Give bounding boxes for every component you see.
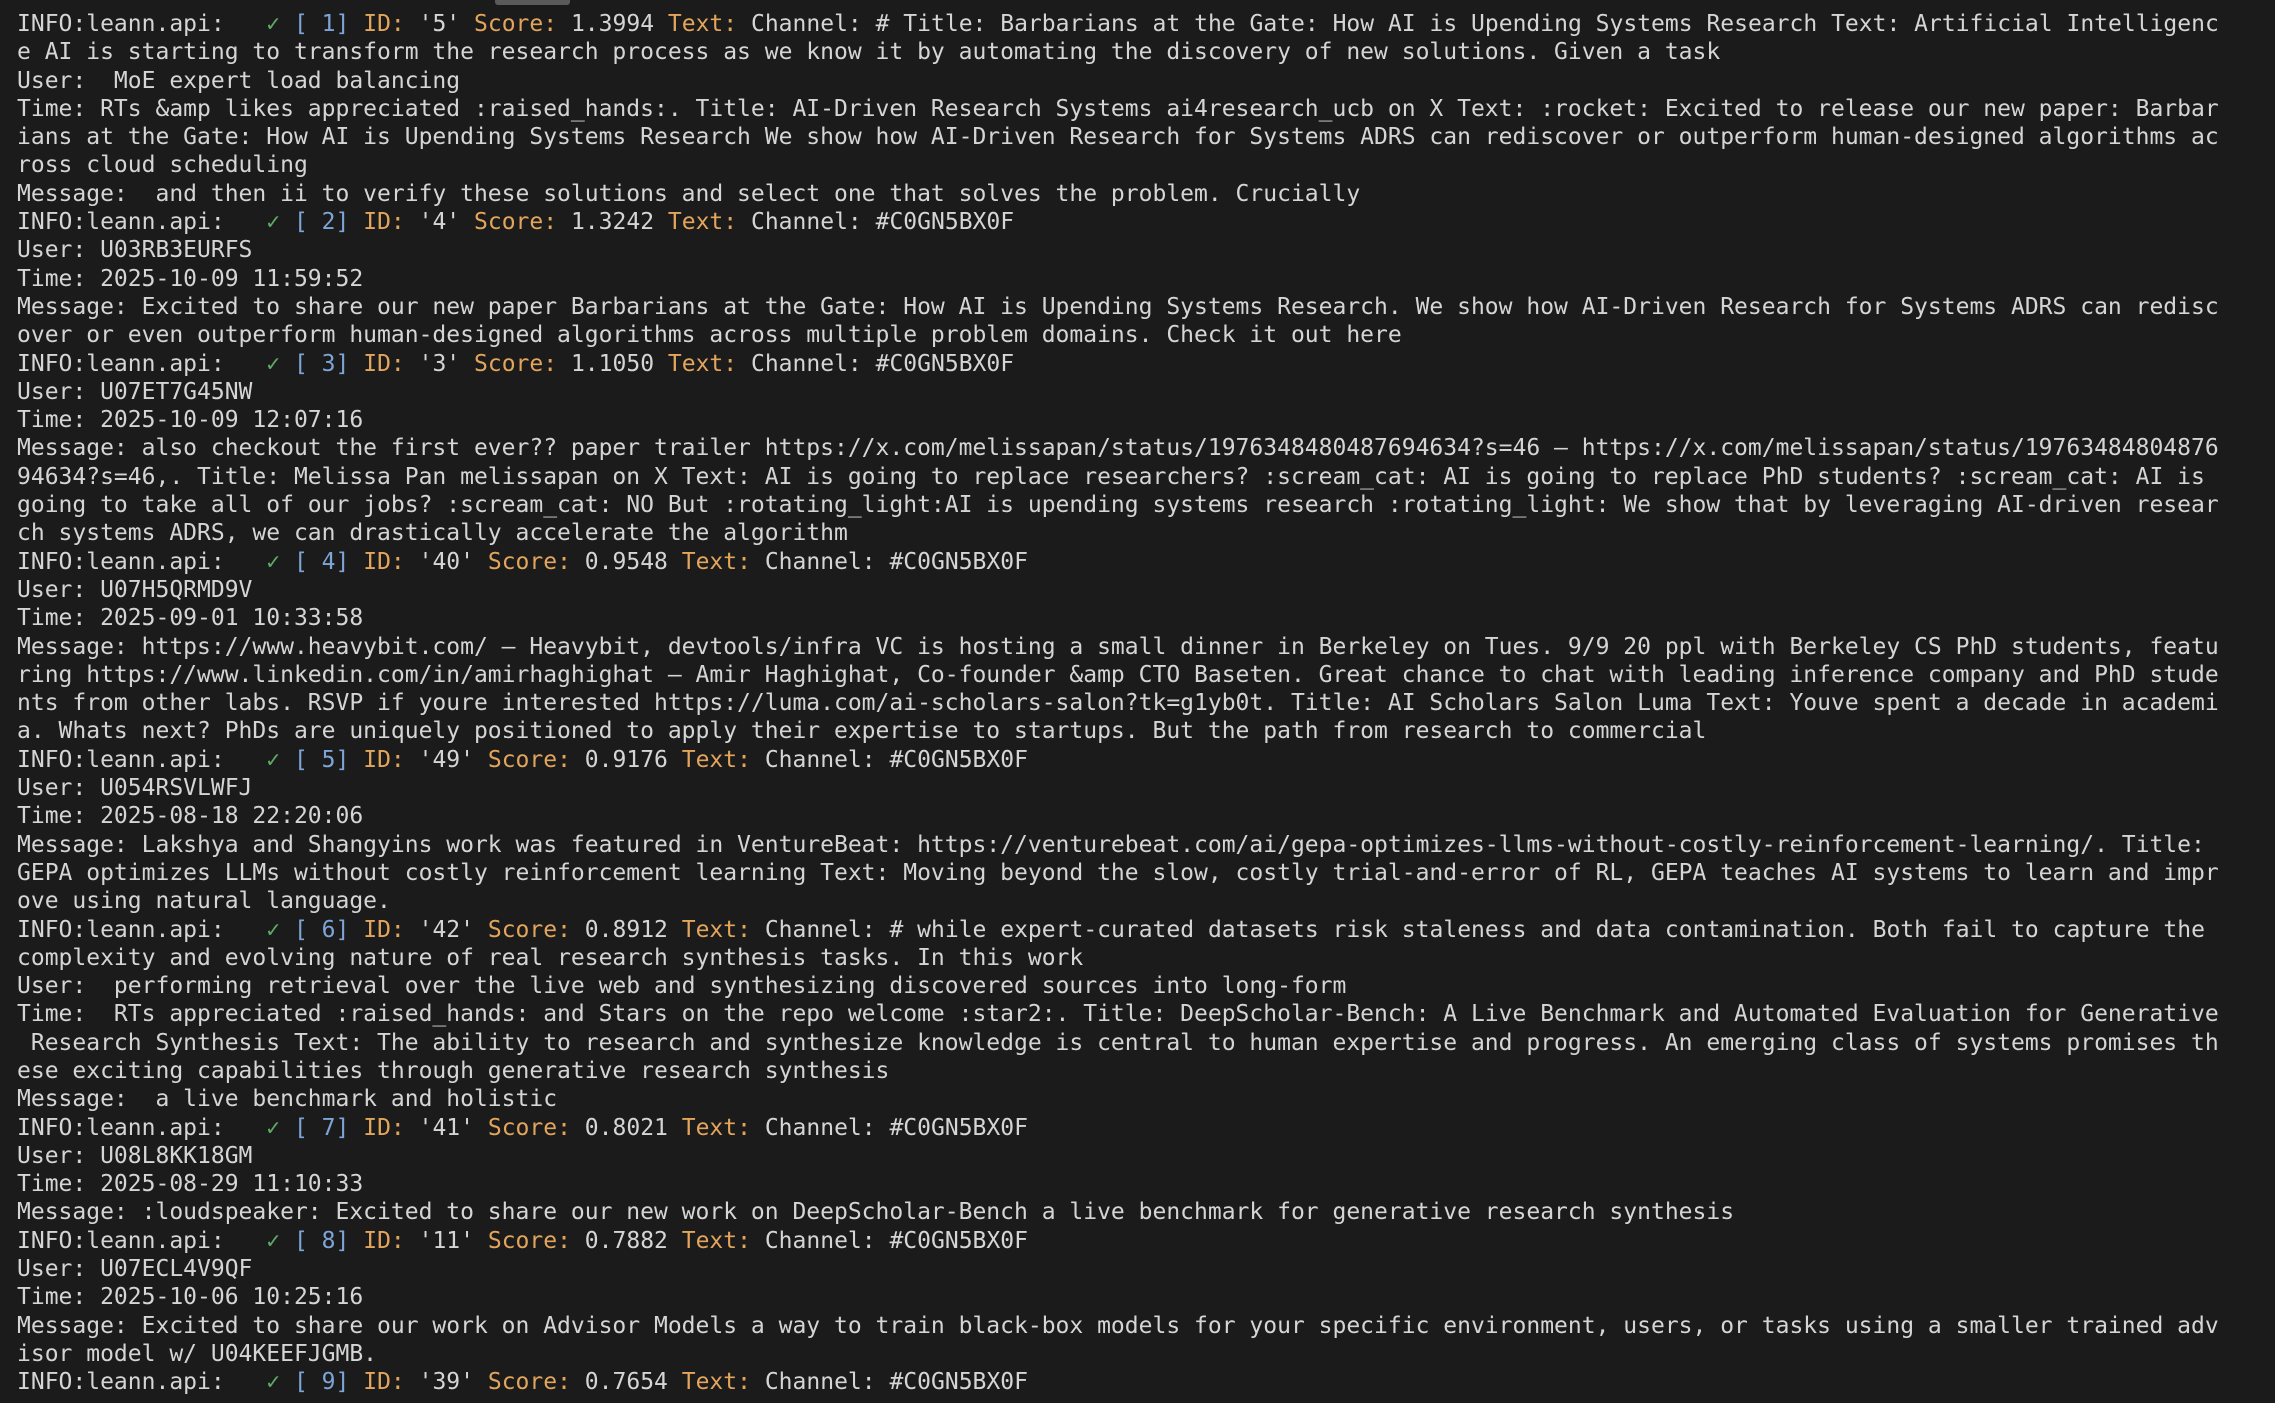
log-text: Message: :loudspeaker: Excited to share our new work on DeepScholar-Bench a live benchmark for generative research synthesis bbox=[17, 1199, 1735, 1226]
log-key: Text: bbox=[681, 1227, 751, 1254]
log-text: INFO:leann.api: bbox=[17, 916, 267, 943]
terminal-line bbox=[17, 1340, 2275, 1368]
log-text bbox=[349, 11, 363, 37]
log-key: Text: bbox=[667, 350, 738, 377]
log-text bbox=[280, 1115, 294, 1141]
log-text: '39' bbox=[404, 1369, 488, 1396]
terminal-line bbox=[17, 548, 2275, 576]
log-text: Message: Excited to share our new paper Barbarians at the Gate: How AI is Upending Systems Research. We show how AI-Driven Research for Systems ADRS can redisc bbox=[17, 293, 2219, 320]
log-text: Channel: #C0GN5BX0F bbox=[750, 746, 1028, 773]
log-key: ID: bbox=[363, 209, 405, 236]
terminal-line bbox=[17, 151, 2275, 179]
log-text: Message: also checkout the first ever?? paper trailer https://x.com/melissapan/status/1976348480487694634?s=46 — https://x.com/melissapan/status/19763484804876 bbox=[17, 435, 2219, 462]
log-text: Time: 2025-09-01 10:33:58 bbox=[17, 605, 364, 632]
terminal-line bbox=[17, 859, 2275, 887]
log-text: INFO:leann.api: bbox=[17, 1369, 267, 1396]
log-key: Score: bbox=[487, 1114, 571, 1141]
check-icon: ✓ bbox=[266, 1114, 281, 1141]
result-rank: [ 9] bbox=[293, 1369, 350, 1396]
log-key: Score: bbox=[487, 916, 571, 943]
log-text: 1.1050 bbox=[557, 350, 668, 377]
terminal-line bbox=[17, 746, 2275, 774]
log-text: Channel: # while expert-curated datasets risk staleness and data contamination. Both fail to capture the bbox=[750, 916, 2205, 943]
terminal-line bbox=[17, 1227, 2275, 1255]
log-key: Text: bbox=[681, 1369, 751, 1396]
log-text: INFO:leann.api: bbox=[17, 350, 267, 377]
log-text bbox=[349, 1115, 363, 1141]
terminal-line bbox=[17, 1057, 2275, 1085]
log-key: Score: bbox=[474, 11, 558, 37]
terminal-line bbox=[17, 350, 2275, 378]
terminal-line bbox=[17, 1368, 2275, 1396]
terminal-line bbox=[17, 1114, 2275, 1142]
log-text: '41' bbox=[404, 1114, 488, 1141]
log-text bbox=[349, 1369, 363, 1395]
log-text: complexity and evolving nature of real research synthesis tasks. In this work bbox=[17, 944, 1084, 971]
log-text: INFO:leann.api: bbox=[17, 746, 267, 773]
log-key: ID: bbox=[363, 916, 405, 943]
log-text: '3' bbox=[404, 350, 475, 377]
log-text: Time: 2025-10-06 10:25:16 bbox=[17, 1284, 364, 1311]
result-rank: [ 8] bbox=[293, 1227, 350, 1254]
terminal-line bbox=[17, 774, 2275, 802]
log-text bbox=[349, 549, 363, 575]
log-text: User: U08L8KK18GM bbox=[17, 1142, 253, 1169]
log-text: INFO:leann.api: bbox=[17, 1227, 267, 1254]
check-icon: ✓ bbox=[266, 916, 281, 943]
log-key: Score: bbox=[487, 746, 571, 773]
check-icon: ✓ bbox=[266, 11, 281, 37]
log-text: 0.9548 bbox=[570, 548, 682, 575]
terminal-line bbox=[17, 519, 2275, 547]
result-rank: [ 1] bbox=[293, 11, 350, 37]
log-text: User: U03RB3EURFS bbox=[17, 237, 253, 264]
terminal-line bbox=[17, 95, 2275, 123]
log-text: '42' bbox=[404, 916, 488, 943]
log-text: ians at the Gate: How AI is Upending Systems Research We show how AI-Driven Research for Systems ADRS can rediscover or outperform human-designed algorithms ac bbox=[17, 124, 2219, 151]
log-text: Message: a live benchmark and holistic bbox=[17, 1086, 558, 1113]
log-text bbox=[280, 11, 294, 37]
log-text: ch systems ADRS, we can drastically accelerate the algorithm bbox=[17, 520, 848, 547]
log-text bbox=[280, 209, 294, 235]
log-text: User: U07H5QRMD9V bbox=[17, 576, 253, 603]
log-text: going to take all of our jobs? :scream_cat: NO But :rotating_light:AI is upending systems research :rotating_light: We show that by leveraging AI-driven resear bbox=[17, 492, 2219, 519]
log-text: User: MoE expert load balancing bbox=[17, 67, 461, 94]
terminal-line bbox=[17, 576, 2275, 604]
result-rank: [ 7] bbox=[293, 1114, 350, 1141]
log-text: Research Synthesis Text: The ability to research and synthesize knowledge is central to human expertise and progress. An emerging class of systems promises th bbox=[17, 1029, 2219, 1056]
log-text: nts from other labs. RSVP if youre interested https://luma.com/ai-scholars-salon?tk=g1yb0t. Title: AI Scholars Salon Luma Text: Youve spent a decade in academi bbox=[17, 690, 2219, 717]
terminal-line bbox=[17, 802, 2275, 830]
log-text bbox=[349, 351, 363, 377]
log-text: Time: 2025-10-09 12:07:16 bbox=[17, 407, 364, 434]
log-text: Channel: #C0GN5BX0F bbox=[737, 350, 1015, 377]
log-text bbox=[280, 747, 294, 773]
log-text: Message: Excited to share our work on Advisor Models a way to train black-box models for your specific environment, users, or tasks using a smaller trained adv bbox=[17, 1312, 2219, 1339]
check-icon: ✓ bbox=[266, 1369, 281, 1396]
terminal-line bbox=[17, 406, 2275, 434]
log-text: e AI is starting to transform the research process as we know it by automating the discovery of new solutions. Given a task bbox=[17, 39, 1721, 66]
log-text: 1.3994 bbox=[557, 11, 668, 37]
log-text: Time: 2025-08-18 22:20:06 bbox=[17, 803, 364, 830]
result-rank: [ 2] bbox=[293, 209, 350, 236]
log-text: ross cloud scheduling bbox=[17, 152, 308, 179]
log-key: Text: bbox=[667, 209, 738, 236]
terminal-line bbox=[17, 293, 2275, 321]
log-text bbox=[349, 917, 363, 943]
log-key: Score: bbox=[487, 548, 571, 575]
log-key: Text: bbox=[681, 548, 751, 575]
terminal-line bbox=[17, 491, 2275, 519]
log-text: ese exciting capabilities through generative research synthesis bbox=[17, 1057, 890, 1084]
log-text: INFO:leann.api: bbox=[17, 1114, 267, 1141]
log-text: Time: 2025-08-29 11:10:33 bbox=[17, 1171, 364, 1198]
terminal-line bbox=[17, 463, 2275, 491]
result-rank: [ 4] bbox=[293, 548, 350, 575]
log-text: Channel: #C0GN5BX0F bbox=[750, 1114, 1028, 1141]
terminal-line bbox=[17, 717, 2275, 745]
log-text: Message: and then ii to verify these solutions and select one that solves the problem. Crucially bbox=[17, 180, 1361, 207]
terminal-line bbox=[17, 321, 2275, 349]
terminal-line bbox=[17, 831, 2275, 859]
log-text: '4' bbox=[404, 209, 475, 236]
log-text: a. Whats next? PhDs are uniquely positioned to apply their expertise to startups. But the path from research to commercial bbox=[17, 718, 1707, 745]
terminal-line bbox=[17, 1255, 2275, 1283]
log-text: '40' bbox=[404, 548, 488, 575]
log-text: Time: RTs &amp likes appreciated :raised_hands:. Title: AI-Driven Research Systems ai4research_ucb on X Text: :rocket: Excited to release our new paper: Barbar bbox=[17, 95, 2219, 122]
result-rank: [ 6] bbox=[293, 916, 350, 943]
log-text: 0.7882 bbox=[570, 1227, 682, 1254]
terminal-line bbox=[17, 10, 2275, 38]
terminal-line bbox=[17, 661, 2275, 689]
terminal-line bbox=[17, 38, 2275, 66]
log-key: Score: bbox=[487, 1227, 571, 1254]
check-icon: ✓ bbox=[266, 548, 281, 575]
log-text: Channel: #C0GN5BX0F bbox=[737, 209, 1015, 236]
log-text: INFO:leann.api: bbox=[17, 209, 267, 236]
check-icon: ✓ bbox=[266, 209, 281, 236]
log-text: Channel: #C0GN5BX0F bbox=[750, 1369, 1028, 1396]
log-text: User: U054RSVLWFJ bbox=[17, 775, 253, 802]
log-key: Text: bbox=[681, 1114, 751, 1141]
terminal-line bbox=[17, 604, 2275, 632]
log-text: GEPA optimizes LLMs without costly reinforcement learning Text: Moving beyond the slow, costly trial-and-error of RL, GEPA teaches AI systems to learn and impr bbox=[17, 859, 2219, 886]
check-icon: ✓ bbox=[266, 350, 281, 377]
log-key: Text: bbox=[681, 746, 751, 773]
log-key: ID: bbox=[363, 11, 405, 37]
terminal-line bbox=[17, 1085, 2275, 1113]
result-rank: [ 5] bbox=[293, 746, 350, 773]
log-key: Text: bbox=[681, 916, 751, 943]
log-key: Score: bbox=[474, 350, 558, 377]
log-text: 1.3242 bbox=[557, 209, 668, 236]
log-text: 94634?s=46,. Title: Melissa Pan melissapan on X Text: AI is going to replace researchers? :scream_cat: AI is going to replace PhD students? :scream_cat: AI is bbox=[17, 463, 2205, 490]
log-text: 0.9176 bbox=[570, 746, 682, 773]
terminal-line bbox=[17, 123, 2275, 151]
terminal-line bbox=[17, 180, 2275, 208]
log-text: Time: RTs appreciated :raised_hands: and Stars on the repo welcome :star2:. Title: DeepScholar-Bench: A Live Benchmark and Automated Evaluation for Generative bbox=[17, 1001, 2219, 1028]
terminal-line bbox=[17, 1029, 2275, 1057]
log-key: ID: bbox=[363, 1369, 405, 1396]
log-text bbox=[280, 1369, 294, 1395]
terminal-line bbox=[17, 1170, 2275, 1198]
log-text: 0.7654 bbox=[570, 1369, 682, 1396]
log-text bbox=[349, 1228, 363, 1254]
log-text: over or even outperform human-designed algorithms across multiple problem domains. Check it out here bbox=[17, 322, 1402, 349]
log-key: ID: bbox=[363, 548, 405, 575]
log-text: 0.8912 bbox=[570, 916, 682, 943]
terminal-line bbox=[17, 1000, 2275, 1028]
log-text: Channel: # Title: Barbarians at the Gate: How AI is Upending Systems Research Text: Artificial Intelligenc bbox=[737, 11, 2219, 37]
terminal-line bbox=[17, 265, 2275, 293]
log-text: 0.8021 bbox=[570, 1114, 682, 1141]
log-text: '11' bbox=[404, 1227, 488, 1254]
terminal-line bbox=[17, 236, 2275, 264]
terminal-line bbox=[17, 1142, 2275, 1170]
log-key: ID: bbox=[363, 1114, 405, 1141]
log-text: ring https://www.linkedin.com/in/amirhaghighat — Amir Haghighat, Co-founder &amp CTO Baseten. Great chance to chat with leading inference company and PhD stude bbox=[17, 661, 2219, 688]
terminal-line bbox=[17, 916, 2275, 944]
check-icon: ✓ bbox=[266, 746, 281, 773]
log-key: Score: bbox=[487, 1369, 571, 1396]
check-icon: ✓ bbox=[266, 1227, 281, 1254]
terminal-line bbox=[17, 208, 2275, 236]
log-text: INFO:leann.api: bbox=[17, 11, 267, 37]
log-text bbox=[280, 917, 294, 943]
terminal-line bbox=[17, 633, 2275, 661]
terminal-line bbox=[17, 887, 2275, 915]
log-text bbox=[349, 747, 363, 773]
log-text: isor model w/ U04KEEFJGMB. bbox=[17, 1340, 378, 1367]
terminal-line bbox=[17, 1198, 2275, 1226]
terminal-line bbox=[17, 972, 2275, 1000]
log-text bbox=[280, 549, 294, 575]
log-text: INFO:leann.api: bbox=[17, 548, 267, 575]
terminal-line bbox=[17, 1283, 2275, 1311]
log-text: Channel: #C0GN5BX0F bbox=[750, 548, 1028, 575]
terminal-line bbox=[17, 689, 2275, 717]
terminal-line bbox=[17, 67, 2275, 95]
log-text bbox=[349, 209, 363, 235]
log-text: Message: Lakshya and Shangyins work was featured in VentureBeat: https://venturebeat.com/ai/gepa-optimizes-llms-without-costly-reinforcement-learning/. Title: bbox=[17, 831, 2219, 858]
log-text: Time: 2025-10-09 11:59:52 bbox=[17, 265, 364, 292]
log-text: Message: https://www.heavybit.com/ — Heavybit, devtools/infra VC is hosting a small dinner in Berkeley on Tues. 9/9 20 ppl with Berkeley CS PhD students, featu bbox=[17, 633, 2219, 660]
log-text: '49' bbox=[404, 746, 488, 773]
log-key: ID: bbox=[363, 746, 405, 773]
log-key: Text: bbox=[667, 11, 738, 37]
log-key: Score: bbox=[474, 209, 558, 236]
log-text: '5' bbox=[404, 11, 475, 37]
terminal-line bbox=[17, 944, 2275, 972]
log-text: User: performing retrieval over the live web and synthesizing discovered sources into long-form bbox=[17, 973, 1347, 1000]
log-key: ID: bbox=[363, 1227, 405, 1254]
log-text bbox=[280, 1228, 294, 1254]
log-key: ID: bbox=[363, 350, 405, 377]
terminal-line bbox=[17, 378, 2275, 406]
log-text: User: U07ECL4V9QF bbox=[17, 1256, 253, 1283]
terminal-line bbox=[17, 1312, 2275, 1340]
log-text: User: U07ET7G45NW bbox=[17, 378, 253, 405]
result-rank: [ 3] bbox=[293, 350, 350, 377]
terminal-line bbox=[17, 434, 2275, 462]
log-text: Channel: #C0GN5BX0F bbox=[750, 1227, 1028, 1254]
log-text bbox=[280, 351, 294, 377]
log-text: ove using natural language. bbox=[17, 888, 391, 915]
